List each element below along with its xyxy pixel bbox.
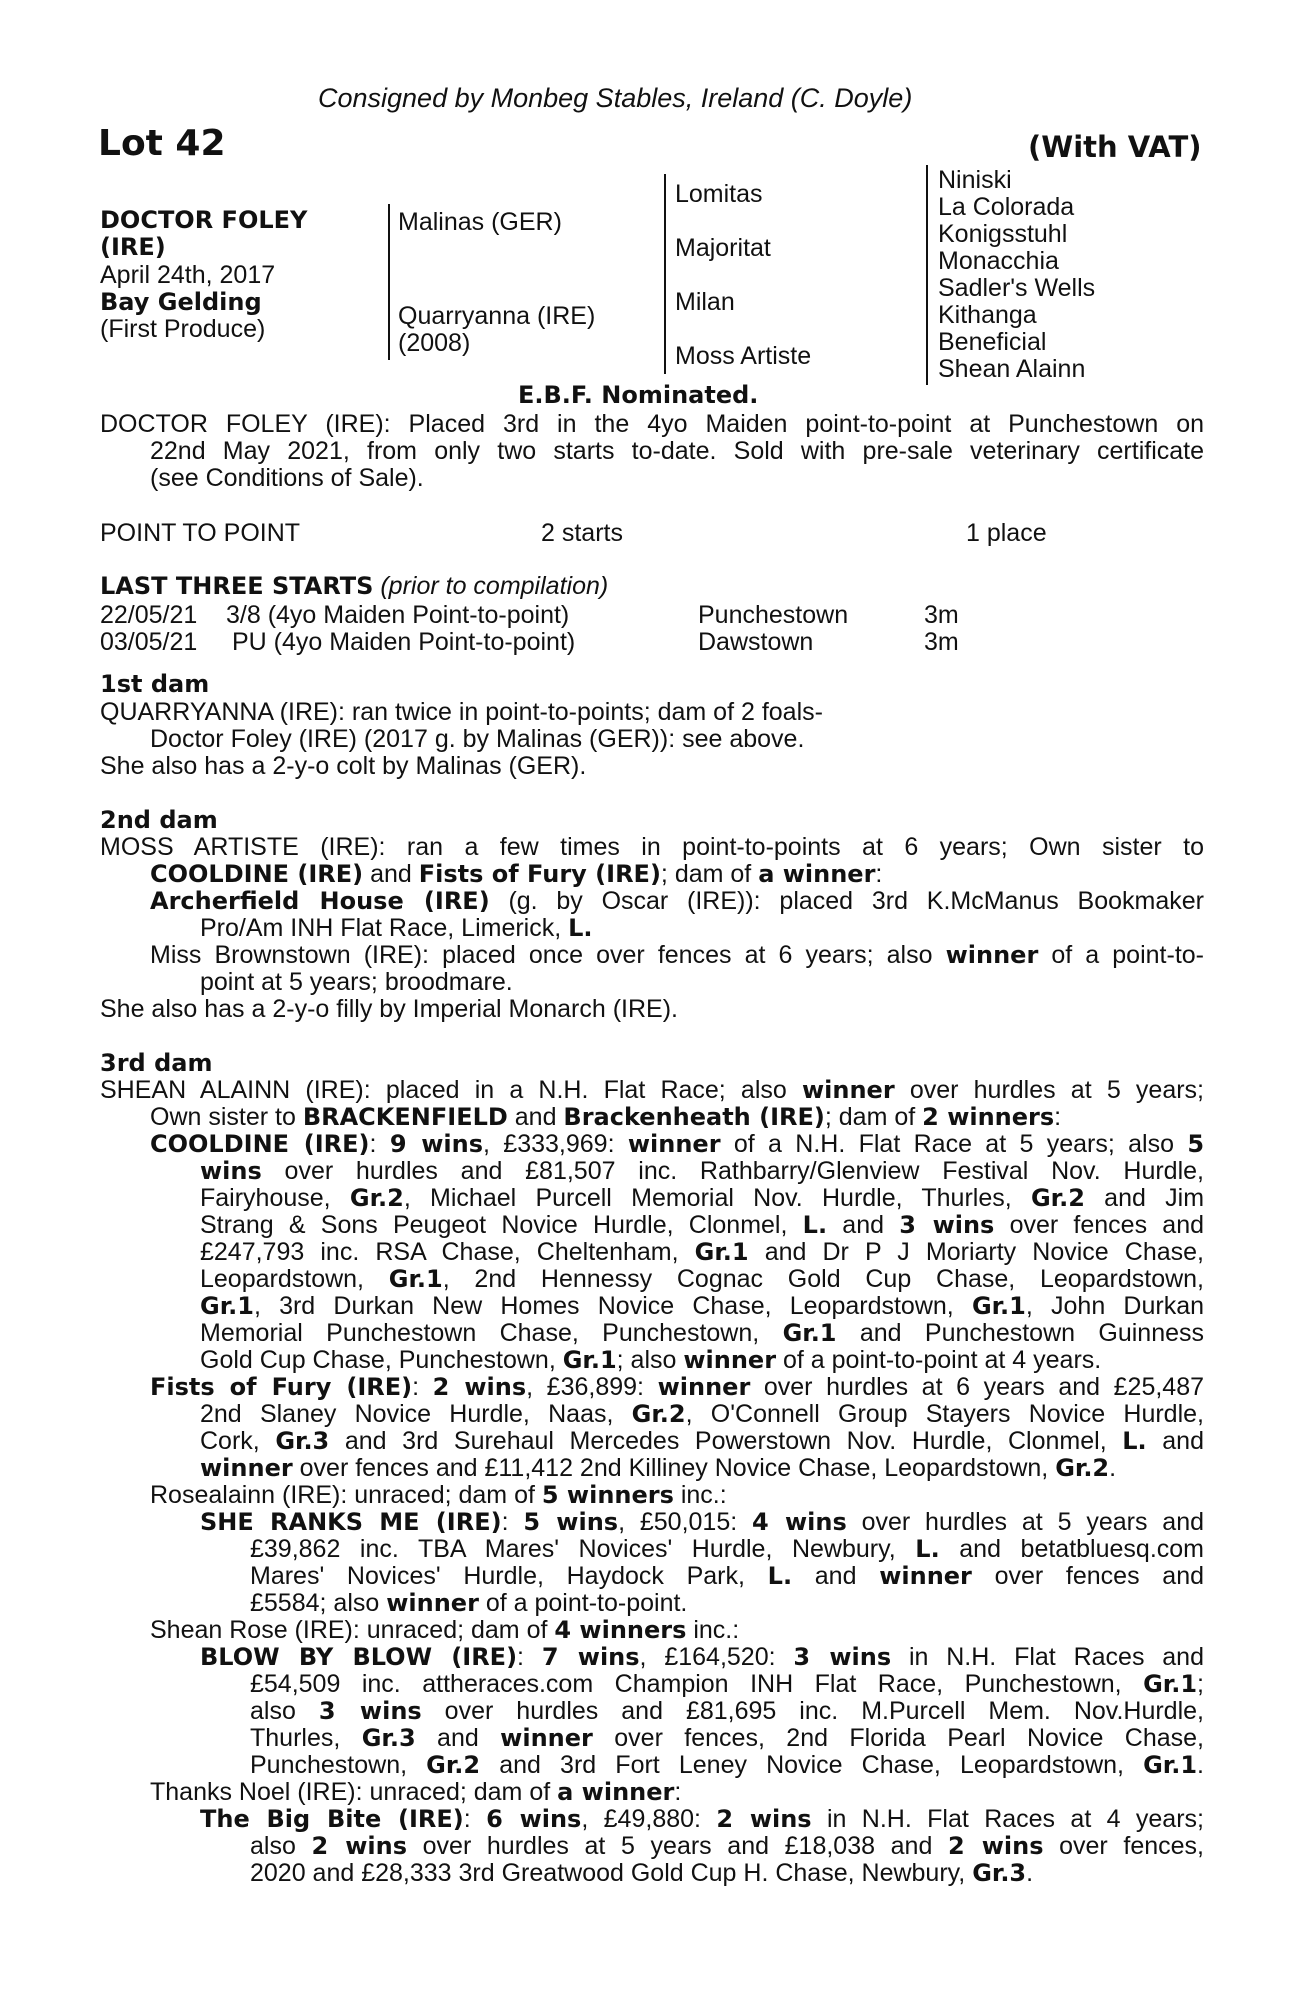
first-dam-line: She also has a 2-y-o colt by Malinas (GER). — [100, 752, 587, 780]
second-dam-line: Archerfield House (IRE) (g. by Oscar (IRE)): placed 3rd K.McManus Bookmaker — [150, 887, 1204, 915]
pedigree-bracket-3 — [926, 165, 928, 385]
start-result: 3/8 (4yo Maiden Point-to-point) — [226, 601, 570, 629]
start-result: PU (4yo Maiden Point-to-point) — [232, 628, 576, 656]
she-ranks-entry: SHE RANKS ME (IRE): 5 wins, £50,015: 4 wins over hurdles at 5 years and — [200, 1508, 1205, 1536]
rosealainn-entry: Rosealainn (IRE): unraced; dam of 5 winners inc.: — [150, 1481, 727, 1509]
she-ranks-line: Mares' Novices' Hurdle, Haydock Park, L. and winner over fences and — [250, 1562, 1205, 1590]
horse-name: DOCTOR FOLEY — [100, 206, 308, 234]
second-dam-line: Miss Brownstown (IRE): placed once over fences at 6 years; also winner of a point-to- — [150, 941, 1204, 969]
summary-line: 22nd May 2021, from only two starts to-date. Sold with pre-sale veterinary certificate — [150, 437, 1204, 465]
cooldine-line: Gr.1, 3rd Durkan New Homes Novice Chase, Leopardstown, Gr.1, John Durkan — [200, 1292, 1204, 1320]
consigned-by: Consigned by Monbeg Stables, Ireland (C. Doyle) — [318, 83, 913, 113]
last-three-heading — [100, 573, 608, 600]
blow-by-blow-line: Thurles, Gr.3 and winner over fences, 2nd Florida Pearl Novice Chase, — [250, 1724, 1204, 1752]
pedigree-gen3-item: Kithanga — [938, 301, 1037, 329]
pedigree-sire: Malinas (GER) — [398, 208, 562, 236]
second-dam-line: point at 5 years; broodmare. — [200, 968, 513, 996]
blow-by-blow-line: Punchestown, Gr.2 and 3rd Fort Leney Novice Chase, Leopardstown, Gr.1. — [250, 1751, 1204, 1779]
start-course: Punchestown — [698, 601, 849, 629]
last-three-title: LAST THREE STARTS — [100, 572, 374, 600]
lot-number: Lot 42 — [98, 123, 226, 164]
pedigree-gen3-item: Shean Alainn — [938, 355, 1086, 383]
pedigree-dam: Quarryanna (IRE) — [398, 302, 596, 330]
cooldine-line: Leopardstown, Gr.1, 2nd Hennessy Cognac Gold Cup Chase, Leopardstown, — [200, 1265, 1205, 1293]
ptp-places: 1 place — [966, 519, 1047, 547]
cooldine-line: £247,793 inc. RSA Chase, Cheltenham, Gr.1 and Dr P J Moriarty Novice Chase, — [200, 1238, 1204, 1266]
third-dam-line: Own sister to BRACKENFIELD and Brackenheath (IRE); dam of 2 winners: — [150, 1103, 1062, 1131]
third-dam-line: SHEAN ALAINN (IRE): placed in a N.H. Flat Race; also winner over hurdles at 5 years; — [100, 1076, 1204, 1104]
shean-rose-entry: Shean Rose (IRE): unraced; dam of 4 winners inc.: — [150, 1616, 740, 1644]
fists-entry: Fists of Fury (IRE): 2 wins, £36,899: winner over hurdles at 6 years and £25,487 — [150, 1373, 1205, 1401]
she-ranks-line: £5584; also winner of a point-to-point. — [250, 1589, 688, 1617]
second-dam-line: COOLDINE (IRE) and Fists of Fury (IRE); dam of a winner: — [150, 860, 883, 888]
blow-by-blow-line: £54,509 inc. attheraces.com Champion INH Flat Race, Punchestown, Gr.1; — [250, 1670, 1204, 1698]
last-three-note: (prior to compilation) — [380, 572, 609, 600]
summary-line: DOCTOR FOLEY (IRE): Placed 3rd in the 4yo Maiden point-to-point at Punchestown on — [100, 410, 1204, 438]
pedigree-gen3-item: Beneficial — [938, 328, 1047, 356]
summary-line: (see Conditions of Sale). — [150, 464, 424, 492]
pedigree-gen2-item: Moss Artiste — [675, 342, 812, 370]
cooldine-line: Memorial Punchestown Chase, Punchestown, Gr.1 and Punchestown Guinness — [200, 1319, 1205, 1347]
big-bite-line: 2020 and £28,333 3rd Greatwood Gold Cup H. Chase, Newbury, Gr.3. — [250, 1859, 1034, 1887]
thanks-noel-entry: Thanks Noel (IRE): unraced; dam of a winner: — [150, 1778, 682, 1806]
cooldine-entry: COOLDINE (IRE): 9 wins, £333,969: winner of a N.H. Flat Race at 5 years; also 5 — [150, 1130, 1205, 1158]
cooldine-line: Gold Cup Chase, Punchestown, Gr.1; also winner of a point-to-point at 4 years. — [200, 1346, 1102, 1374]
start-course: Dawstown — [698, 628, 814, 656]
first-dam-line: Doctor Foley (IRE) (2017 g. by Malinas (GER)): see above. — [150, 725, 805, 753]
fists-line: winner over fences and £11,412 2nd Killiney Novice Chase, Leopardstown, Gr.2. — [200, 1454, 1117, 1482]
pedigree-bracket-2 — [664, 174, 666, 374]
pedigree-gen2-item: Lomitas — [675, 180, 763, 208]
produce-note: (First Produce) — [100, 315, 266, 343]
cooldine-line: wins over hurdles and £81,507 inc. Rathbarry/Glenview Festival Nov. Hurdle, — [200, 1157, 1204, 1185]
pedigree-bracket-1 — [388, 204, 390, 360]
start-distance: 3m — [924, 628, 959, 656]
ptp-label: POINT TO POINT — [100, 519, 301, 547]
start-date: 03/05/21 — [100, 628, 198, 656]
pedigree-gen3-item: Konigsstuhl — [938, 220, 1068, 248]
start-date: 22/05/21 — [100, 601, 198, 629]
horse-suffix: (IRE) — [100, 233, 166, 261]
second-dam-line: MOSS ARTISTE (IRE): ran a few times in point-to-points at 6 years; Own sister to — [100, 833, 1204, 861]
blow-by-blow-entry: BLOW BY BLOW (IRE): 7 wins, £164,520: 3 wins in N.H. Flat Races and — [200, 1643, 1204, 1671]
first-dam-line: QUARRYANNA (IRE): ran twice in point-to-points; dam of 2 foals- — [100, 698, 823, 726]
big-bite-line: also 2 wins over hurdles at 5 years and £18,038 and 2 wins over fences, — [250, 1832, 1204, 1860]
third-dam-heading: 3rd dam — [100, 1049, 213, 1077]
foaling-date: April 24th, 2017 — [100, 261, 276, 289]
vat-note: (With VAT) — [1028, 130, 1202, 164]
pedigree-gen3-item: Sadler's Wells — [938, 274, 1096, 302]
she-ranks-line: £39,862 inc. TBA Mares' Novices' Hurdle, Newbury, L. and betatbluesq.com — [250, 1535, 1204, 1563]
start-distance: 3m — [924, 601, 959, 629]
ptp-starts: 2 starts — [541, 519, 623, 547]
fists-line: 2nd Slaney Novice Hurdle, Naas, Gr.2, O'Connell Group Stayers Novice Hurdle, — [200, 1400, 1204, 1428]
second-dam-line: She also has a 2-y-o filly by Imperial Monarch (IRE). — [100, 995, 678, 1023]
second-dam-line: Pro/Am INH Flat Race, Limerick, L. — [200, 914, 593, 942]
pedigree-gen2-item: Milan — [675, 288, 735, 316]
big-bite-entry: The Big Bite (IRE): 6 wins, £49,880: 2 wins in N.H. Flat Races at 4 years; — [200, 1805, 1204, 1833]
pedigree-gen3-item: La Colorada — [938, 193, 1075, 221]
first-dam-heading: 1st dam — [100, 670, 210, 698]
horse-colour-sex: Bay Gelding — [100, 288, 262, 316]
ebf-nominated: E.B.F. Nominated. — [518, 381, 759, 409]
cooldine-line: Strang & Sons Peugeot Novice Hurdle, Clonmel, L. and 3 wins over fences and — [200, 1211, 1205, 1239]
fists-line: Cork, Gr.3 and 3rd Surehaul Mercedes Powerstown Nov. Hurdle, Clonmel, L. and — [200, 1427, 1204, 1455]
pedigree-dam-year: (2008) — [398, 329, 471, 357]
pedigree-gen2-item: Majoritat — [675, 234, 771, 262]
pedigree-gen3-item: Monacchia — [938, 247, 1059, 275]
pedigree-gen3-item: Niniski — [938, 166, 1012, 194]
blow-by-blow-line: also 3 wins over hurdles and £81,695 inc. M.Purcell Mem. Nov.Hurdle, — [250, 1697, 1204, 1725]
cooldine-line: Fairyhouse, Gr.2, Michael Purcell Memorial Nov. Hurdle, Thurles, Gr.2 and Jim — [200, 1184, 1205, 1212]
second-dam-heading: 2nd dam — [100, 806, 218, 834]
